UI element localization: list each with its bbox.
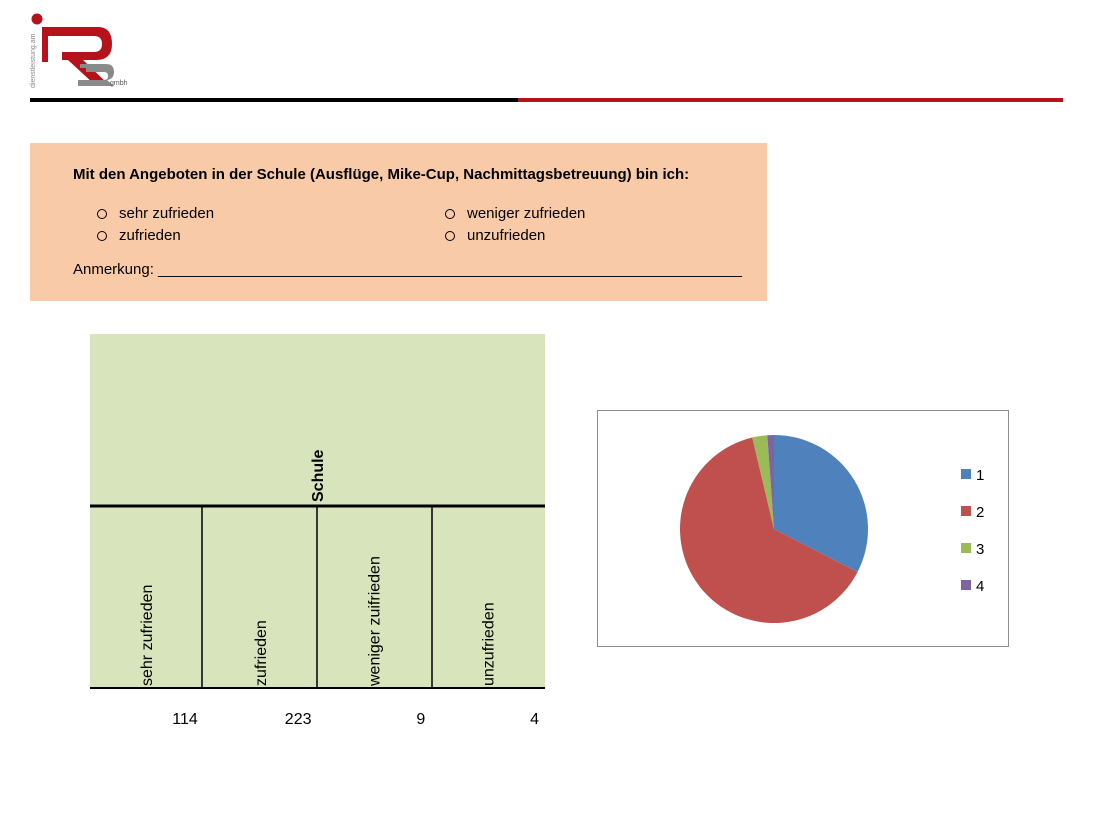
pie-chart-frame (597, 410, 1009, 647)
remark-label: Anmerkung: (73, 261, 154, 278)
legend-label: 3 (976, 541, 985, 558)
option-unzufrieden[interactable] (445, 227, 545, 244)
legend-swatch (961, 469, 971, 479)
option-label: weniger zufrieden (467, 205, 586, 222)
option-weniger-zufrieden[interactable] (445, 205, 585, 222)
question-title: Mit den Angeboten in der Schule (Ausflüge, Mike-Cup, Nachmittagsbetreuung) bin ich: (73, 166, 690, 183)
column-value: 4 (530, 711, 539, 728)
radio-icon[interactable] (445, 209, 455, 219)
option-zufrieden[interactable] (97, 227, 181, 244)
logo-suffix: gmbh (110, 80, 128, 87)
remark-field[interactable] (73, 261, 742, 278)
column-label: sehr zufrieden (139, 584, 156, 686)
results-table (90, 334, 550, 734)
header-rule-red (518, 98, 1063, 102)
header-rule-black (30, 98, 518, 102)
column-label: weniger zuifrieden (366, 556, 384, 686)
radio-icon[interactable] (97, 231, 107, 241)
legend-label: 1 (976, 467, 985, 484)
column-label: unzufrieden (480, 602, 498, 686)
option-label: zufrieden (119, 227, 181, 244)
option-sehr-zufrieden[interactable] (97, 205, 214, 222)
legend-label: 2 (976, 504, 985, 521)
question-box (30, 143, 767, 301)
column-value: 223 (284, 711, 312, 728)
radio-icon[interactable] (445, 231, 455, 241)
legend-swatch (961, 543, 971, 553)
logo-vertical-text: dienstleistung.am (30, 33, 37, 88)
pie-chart (598, 411, 1008, 646)
table-title: Schule (310, 449, 327, 502)
column-label: zufrieden (252, 620, 270, 686)
column-value: 114 (172, 711, 198, 728)
legend-swatch (961, 506, 971, 516)
radio-icon[interactable] (97, 209, 107, 219)
option-label: sehr zufrieden (119, 205, 215, 222)
legend-label: 4 (976, 578, 985, 595)
column-value: 9 (416, 711, 426, 728)
option-label: unzufrieden (467, 227, 546, 244)
legend-swatch (961, 580, 971, 590)
remark-line: ______________________________________________________________________ (158, 261, 743, 278)
